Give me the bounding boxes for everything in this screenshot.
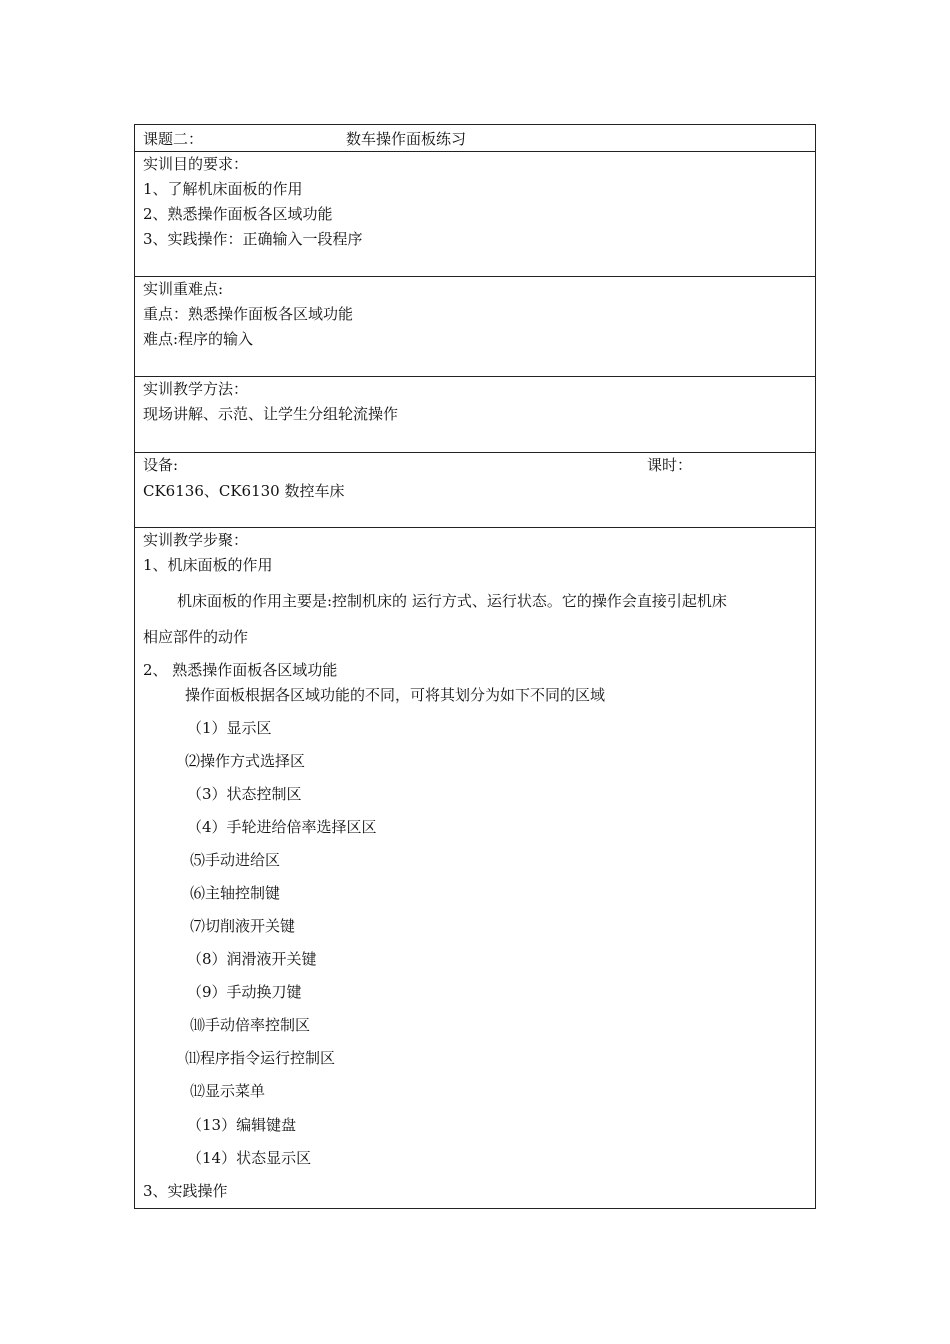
methods-text: 现场讲解、示范、让学生分组轮流操作 — [143, 405, 399, 423]
objective-item: 1、了解机床面板的作用 — [143, 180, 303, 198]
hours-label: 课时： — [647, 456, 693, 474]
step-2-intro: 操作面板根据各区域功能的不同，可将其划分为如下不同的区域 — [185, 686, 606, 704]
steps-heading: 实训教学步聚： — [143, 531, 249, 549]
area-item: ⑺切削液开关键 — [190, 917, 296, 935]
topic-title: 数车操作面板练习 — [346, 130, 467, 148]
step-2-title: 2、 熟悉操作面板各区域功能 — [143, 661, 338, 679]
area-item: ⑿显示菜单 — [190, 1082, 266, 1100]
area-item: （4）手轮进给倍率选择区区 — [187, 818, 377, 836]
area-item: ⑵操作方式选择区 — [185, 752, 306, 770]
area-item: （3）状态控制区 — [187, 785, 302, 803]
area-item: （13）编辑键盘 — [187, 1116, 297, 1134]
topic-label: 课题二： — [143, 130, 204, 148]
difficulty-point: 难点:程序的输入 — [143, 330, 254, 348]
step-1-paragraph: 机床面板的作用主要是:控制机床的 运行方式、运行状态。它的操作会直接引起机床 — [177, 592, 727, 610]
step-3-title: 3、实践操作 — [143, 1182, 228, 1200]
area-item: ⑸手动进给区 — [190, 851, 281, 869]
area-item: ⑹主轴控制键 — [190, 884, 281, 902]
key-points-row — [135, 277, 815, 377]
objectives-row — [135, 152, 815, 277]
lesson-plan-table — [134, 124, 816, 1209]
equipment-machines: CK6136、CK6130 数控车床 — [143, 482, 345, 500]
area-item: （8）润滑液开关键 — [187, 950, 317, 968]
focus-point: 重点：熟悉操作面板各区域功能 — [143, 305, 354, 323]
area-item: （14）状态显示区 — [187, 1149, 312, 1167]
topic-row — [135, 125, 815, 152]
equipment-row — [135, 453, 815, 528]
methods-row — [135, 377, 815, 453]
step-1-paragraph-continued: 相应部件的动作 — [143, 628, 249, 646]
key-points-heading: 实训重难点: — [143, 280, 224, 298]
area-item: （1）显示区 — [187, 719, 272, 737]
objectives-heading: 实训目的要求： — [143, 155, 249, 173]
methods-heading: 实训教学方法： — [143, 380, 249, 398]
area-item: ⑾程序指令运行控制区 — [185, 1049, 336, 1067]
objective-item: 2、熟悉操作面板各区域功能 — [143, 205, 333, 223]
area-item: ⑽手动倍率控制区 — [190, 1016, 311, 1034]
equipment-heading: 设备: — [143, 456, 179, 474]
step-1-title: 1、机床面板的作用 — [143, 556, 273, 574]
steps-row — [135, 528, 815, 1208]
area-item: （9）手动换刀键 — [187, 983, 302, 1001]
objective-item: 3、实践操作：正确输入一段程序 — [143, 230, 363, 248]
